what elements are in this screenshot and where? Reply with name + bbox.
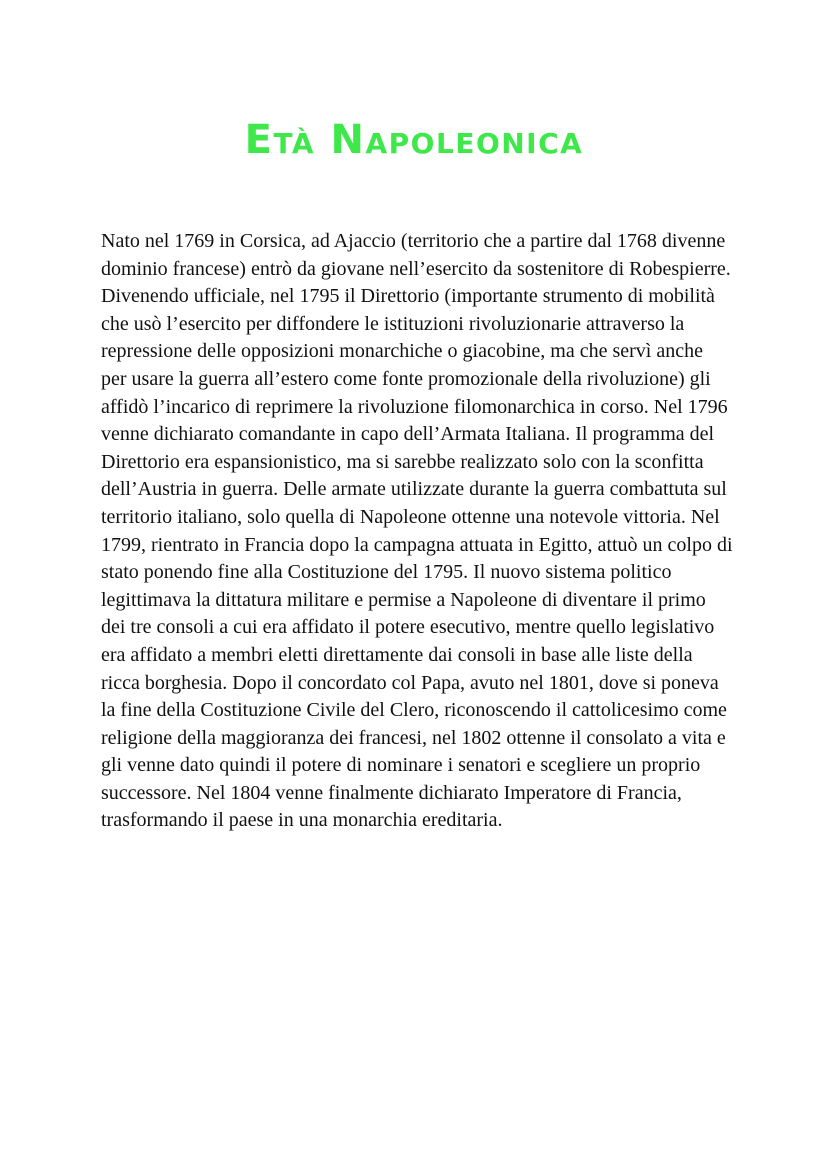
body-paragraph: Nato nel 1769 in Corsica, ad Ajaccio (territorio che a partire dal 1768 divenne dominio francese) entrò da giovane nell’esercito da sostenitore di Robespierre. Divenendo ufficiale, nel 1795 il Direttorio (importante strumento di mobilità che usò l’esercito per diffondere le istituzioni rivoluzionarie attraverso la repressione delle opposizioni monarchiche o giacobine, ma che servì anche per usare la guerra all’estero come fonte promozionale della rivoluzione) gli affidò l’incarico di reprimere la rivoluzione filomonarchica in corso. Nel 1796 venne dichiarato comandante in capo dell’Armata Italiana. Il programma del Direttorio era espansionistico, ma si sarebbe realizzato solo con la sconfitta dell’Austria in guerra. Delle armate utilizzate durante la guerra combattuta sul territorio italiano, solo quella di Napoleone ottenne una notevole vittoria. Nel 1799, rientrato in Francia dopo la campagna attuata in Egitto, attuò un colpo di stato ponendo fine alla Costituzione del 1795. Il nuovo sistema politico legittimava la dittatura militare e permise a Napoleone di diventare il primo dei tre consoli a cui era affidato il potere esecutivo, mentre quello legislativo era affidato a membri eletti direttamente dai consoli in base alle liste della ricca borghesia. Dopo il concordato col Papa, avuto nel 1801, dove si poneva la fine della Costituzione Civile del Clero, riconoscendo il cattolicesimo come religione della maggioranza dei francesi, nel 1802 ottenne il consolato a vita e gli venne dato quindi il potere di nominare i senatori e scegliere un proprio successore. Nel 1804 venne finalmente dichiarato Imperatore di Francia, trasformando il paese in una monarchia ereditaria. (101, 230, 733, 832)
page-title: Età Napoleonica (244, 117, 584, 163)
